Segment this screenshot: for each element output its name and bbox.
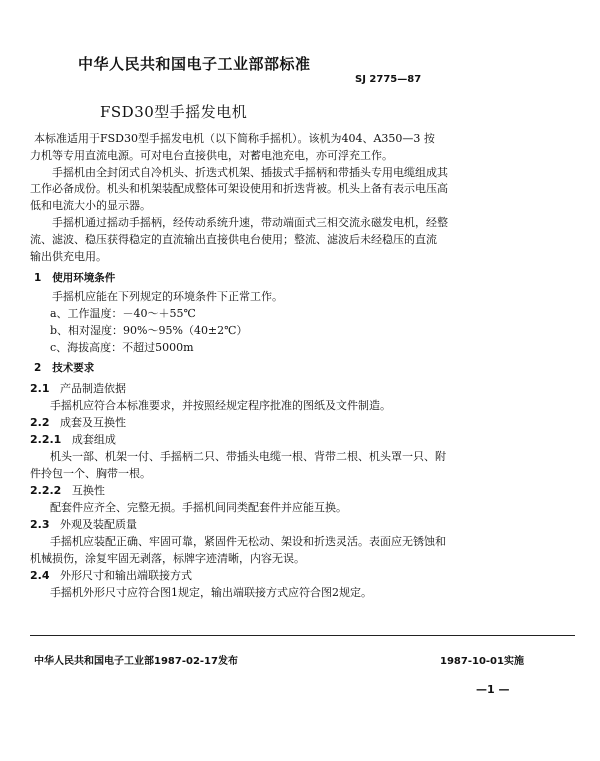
section-2-4-heading <box>30 567 192 583</box>
section-2-number: 2 <box>34 362 42 374</box>
section-2-2-1-title: 成套组成 <box>71 433 116 446</box>
intro-p3-line1: 手摇机通过摇动手摇柄，经传动系统升速，带动端面式三相交流永磁发电机，经整 <box>52 216 448 229</box>
section-2-4-number: 2.4 <box>30 569 50 582</box>
section-2-2-1-line2: 件拎包一个、胸带一根。 <box>30 467 151 480</box>
section-2-3-line2: 机械损伤，涂复牢固无剥落，标牌字迹清晰，内容无误。 <box>30 552 305 565</box>
intro-p2-line3: 低和电流大小的显示器。 <box>30 199 151 212</box>
intro-p2-line1: 手摇机由全封闭式自冷机头、折迭式机架、插拔式手摇柄和带插头专用电缆组成其 <box>52 166 448 179</box>
section-2-3-line1: 手摇机应装配正确、牢固可靠，紧固件无松动、架设和折迭灵活。表面应无锈蚀和 <box>50 535 446 548</box>
intro-p3-line2: 流、滤波、稳压获得稳定的直流输出直接供电台使用；整流、滤波后未经稳压的直流 <box>30 233 437 246</box>
effective-date: 1987-10-01实施 <box>440 656 524 667</box>
section-2-2-2-number: 2.2.2 <box>30 484 62 497</box>
intro-p1-line1: 本标准适用于FSD30型手摇发电机（以下简称手摇机）。该机为404、A350—3 按 <box>34 132 435 145</box>
footer-rule <box>30 635 575 636</box>
section-1-item-a: a、工作温度：－40～＋55℃ <box>50 307 196 320</box>
section-2-2-1-heading <box>30 431 116 447</box>
issuing-organization: 中华人民共和国电子工业部部标准 <box>78 55 311 73</box>
section-2-1-title: 产品制造依据 <box>60 382 126 395</box>
page-number: —1 — <box>476 683 510 696</box>
section-1-title: 使用环境条件 <box>52 272 116 284</box>
section-2-2-heading <box>30 414 126 430</box>
section-1-item-c: c、海拔高度：不超过5000m <box>50 341 194 354</box>
section-2-1-number: 2.1 <box>30 382 50 395</box>
intro-p2-line2: 工作必备成份。机头和机架装配成整体可架设使用和折迭背被。机头上备有表示电压高 <box>30 182 448 195</box>
standard-number: SJ 2775—87 <box>355 74 422 85</box>
issue-date: 中华人民共和国电子工业部1987-02-17发布 <box>34 656 238 667</box>
section-2-4-text: 手摇机外形尺寸应符合图1规定，输出端联接方式应符合图2规定。 <box>50 586 372 599</box>
section-2-3-number: 2.3 <box>30 518 50 531</box>
document-title: FSD30型手摇发电机 <box>100 103 248 121</box>
section-2-title: 技术要求 <box>52 362 95 374</box>
intro-p1-line2: 力机等专用直流电源。可对电台直接供电，对蓄电池充电，亦可浮充工作。 <box>30 149 393 162</box>
section-1-intro: 手摇机应能在下列规定的环境条件下正常工作。 <box>52 290 283 303</box>
section-1-item-b: b、相对湿度：90%～95%（40±2℃） <box>50 324 248 337</box>
section-2-4-title: 外形尺寸和输出端联接方式 <box>60 569 192 582</box>
section-2-2-2-title: 互换性 <box>71 484 105 497</box>
section-2-2-1-number: 2.2.1 <box>30 433 62 446</box>
section-2-heading <box>34 360 94 375</box>
section-2-2-2-heading <box>30 482 105 498</box>
section-1-heading <box>34 270 115 285</box>
section-2-3-title: 外观及装配质量 <box>60 518 137 531</box>
section-2-3-heading <box>30 516 137 532</box>
intro-p3-line3: 输出供充电用。 <box>30 250 107 263</box>
section-2-1-text: 手摇机应符合本标准要求，并按照经规定程序批准的图纸及文件制造。 <box>50 399 391 412</box>
section-2-2-number: 2.2 <box>30 416 50 429</box>
section-2-2-2-text: 配套件应齐全、完整无损。手摇机间同类配套件并应能互换。 <box>50 501 347 514</box>
section-1-number: 1 <box>34 272 42 284</box>
section-2-1-heading <box>30 380 126 396</box>
section-2-2-1-line1: 机头一部、机架一付、手摇柄二只、带插头电缆一根、背带二根、机头罩一只、附 <box>50 450 446 463</box>
section-2-2-title: 成套及互换性 <box>60 416 126 429</box>
